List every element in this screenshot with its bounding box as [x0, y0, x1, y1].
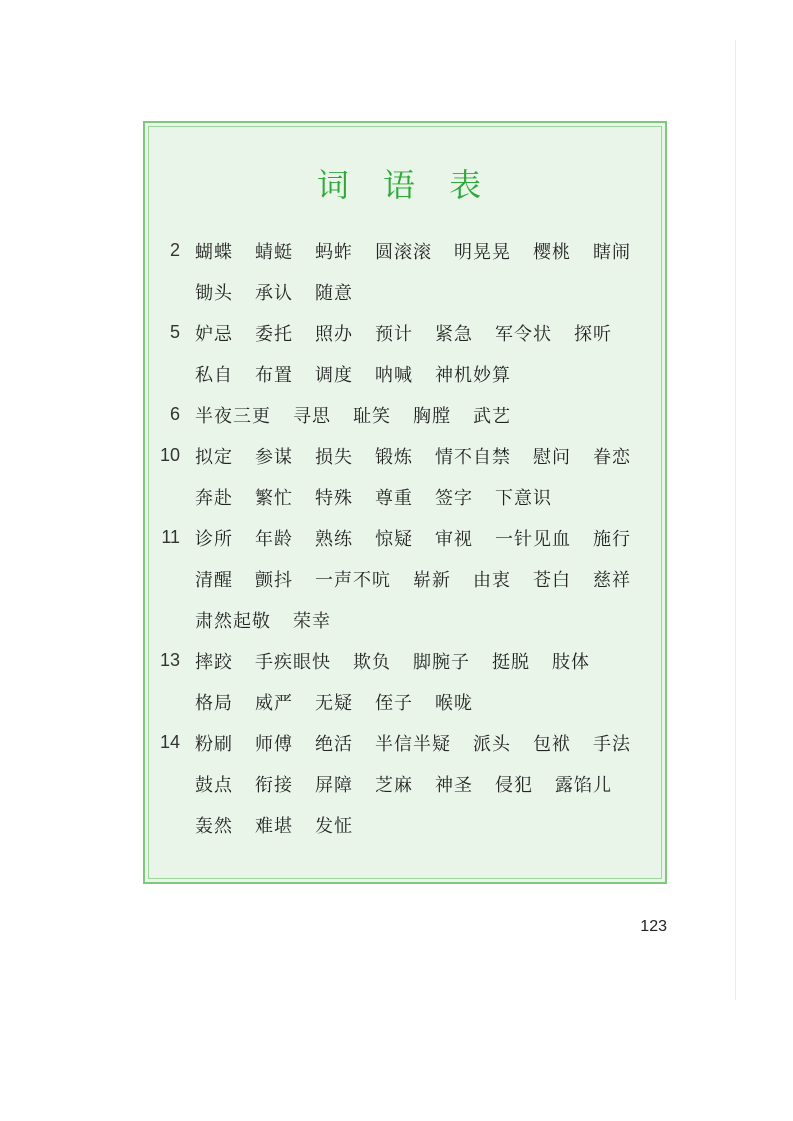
vocabulary-word: 半夜三更	[195, 406, 271, 427]
vocabulary-word: 审视	[435, 529, 473, 550]
vocabulary-word: 喉咙	[435, 693, 473, 714]
vocabulary-word: 年龄	[255, 529, 293, 550]
vocabulary-word: 锄头	[195, 283, 233, 304]
vocabulary-word: 参谋	[255, 447, 293, 468]
vocabulary-word: 蚂蚱	[315, 242, 353, 263]
vocabulary-word: 调度	[315, 365, 353, 386]
vocabulary-word: 呐喊	[375, 365, 413, 386]
vocabulary-row	[195, 648, 612, 678]
vocabulary-word: 清醒	[195, 570, 233, 591]
vocabulary-word: 瞎闹	[593, 242, 631, 263]
vocabulary-word: 挺脱	[492, 652, 530, 673]
vocabulary-word: 鼓点	[195, 775, 233, 796]
vocabulary-word: 军令状	[495, 324, 552, 345]
vocabulary-word: 承认	[255, 283, 293, 304]
vocabulary-row	[195, 320, 634, 350]
vocabulary-word: 包袱	[533, 734, 571, 755]
vocabulary-word: 格局	[195, 693, 233, 714]
vocabulary-word: 特殊	[315, 488, 353, 509]
vocabulary-word: 樱桃	[533, 242, 571, 263]
vocabulary-word: 寻思	[293, 406, 331, 427]
vocabulary-row	[195, 484, 574, 514]
vocabulary-word: 苍白	[533, 570, 571, 591]
vocabulary-word: 一声不吭	[315, 570, 391, 591]
vocabulary-word: 肢体	[552, 652, 590, 673]
vocabulary-word: 随意	[315, 283, 353, 304]
vocabulary-word: 发怔	[315, 816, 353, 837]
vocabulary-word: 探听	[574, 324, 612, 345]
vocabulary-word: 一针见血	[495, 529, 571, 550]
vocabulary-word: 粉刷	[195, 734, 233, 755]
lesson-number: 2	[169, 240, 180, 260]
vocabulary-word: 侄子	[375, 693, 413, 714]
vocabulary-word: 绝活	[315, 734, 353, 755]
vocabulary-word: 施行	[593, 529, 631, 550]
vocabulary-word: 惊疑	[375, 529, 413, 550]
vocabulary-word: 威严	[255, 693, 293, 714]
vocabulary-row	[195, 812, 375, 842]
vocabulary-word: 半信半疑	[375, 734, 451, 755]
lesson-number: 6	[169, 404, 180, 424]
vocabulary-word: 照办	[315, 324, 353, 345]
vocabulary-word: 蝴蝶	[195, 242, 233, 263]
vocabulary-word: 欺负	[353, 652, 391, 673]
vocabulary-row	[195, 566, 653, 596]
vocabulary-word: 神机妙算	[435, 365, 511, 386]
vocabulary-word: 熟练	[315, 529, 353, 550]
vocabulary-word: 荣幸	[293, 611, 331, 632]
vocabulary-word: 耻笑	[353, 406, 391, 427]
vocabulary-word: 露馅儿	[555, 775, 612, 796]
vocabulary-row	[195, 607, 353, 637]
vocabulary-row	[195, 730, 653, 760]
lesson-number: 13	[159, 650, 180, 670]
vocabulary-word: 崭新	[413, 570, 451, 591]
vocabulary-word: 派头	[473, 734, 511, 755]
page-title: 词 语 表	[316, 166, 494, 204]
vocabulary-word: 难堪	[255, 816, 293, 837]
vocabulary-word: 手疾眼快	[255, 652, 331, 673]
vocabulary-word: 侵犯	[495, 775, 533, 796]
vocabulary-word: 诊所	[195, 529, 233, 550]
vocabulary-row	[195, 238, 653, 268]
vocabulary-word: 师傅	[255, 734, 293, 755]
vocabulary-word: 情不自禁	[435, 447, 511, 468]
vocabulary-word: 下意识	[495, 488, 552, 509]
vocabulary-word: 签字	[435, 488, 473, 509]
vocabulary-row	[195, 279, 375, 309]
vocabulary-word: 委托	[255, 324, 293, 345]
vocabulary-word: 芝麻	[375, 775, 413, 796]
vocabulary-row	[195, 525, 653, 555]
vocabulary-word: 脚腕子	[413, 652, 470, 673]
lesson-number: 10	[159, 445, 180, 465]
vocabulary-word: 慈祥	[593, 570, 631, 591]
vocabulary-word: 无疑	[315, 693, 353, 714]
lesson-number: 5	[169, 322, 180, 342]
vocabulary-word: 奔赴	[195, 488, 233, 509]
vocabulary-row	[195, 361, 533, 391]
vocabulary-word: 预计	[375, 324, 413, 345]
vocabulary-word: 摔跤	[195, 652, 233, 673]
vocabulary-word: 手法	[593, 734, 631, 755]
vocabulary-word: 轰然	[195, 816, 233, 837]
vocabulary-word: 锻炼	[375, 447, 413, 468]
vocabulary-word: 私自	[195, 365, 233, 386]
vocabulary-word: 蜻蜓	[255, 242, 293, 263]
vocabulary-word: 屏障	[315, 775, 353, 796]
vocabulary-word: 神圣	[435, 775, 473, 796]
vocabulary-word: 肃然起敬	[195, 611, 271, 632]
lesson-number: 11	[161, 527, 180, 547]
vocabulary-word: 妒忌	[195, 324, 233, 345]
vocabulary-word: 颤抖	[255, 570, 293, 591]
vocabulary-word: 眷恋	[593, 447, 631, 468]
vocabulary-word: 明晃晃	[454, 242, 511, 263]
vocabulary-word: 胸膛	[413, 406, 451, 427]
vocabulary-word: 拟定	[195, 447, 233, 468]
vocabulary-word: 尊重	[375, 488, 413, 509]
vocabulary-row	[195, 689, 495, 719]
lesson-number: 14	[159, 732, 180, 752]
vocabulary-word: 武艺	[473, 406, 511, 427]
vocabulary-word: 衔接	[255, 775, 293, 796]
vocabulary-word: 布置	[255, 365, 293, 386]
vocabulary-word: 由衷	[473, 570, 511, 591]
vocabulary-word: 圆滚滚	[375, 242, 432, 263]
vocabulary-row	[195, 402, 533, 432]
vocabulary-word: 紧急	[435, 324, 473, 345]
page-number: 123	[640, 918, 667, 935]
vocabulary-word: 损失	[315, 447, 353, 468]
vocabulary-word: 慰问	[533, 447, 571, 468]
vocabulary-row	[195, 771, 634, 801]
vocabulary-row	[195, 443, 653, 473]
vocabulary-word: 繁忙	[255, 488, 293, 509]
